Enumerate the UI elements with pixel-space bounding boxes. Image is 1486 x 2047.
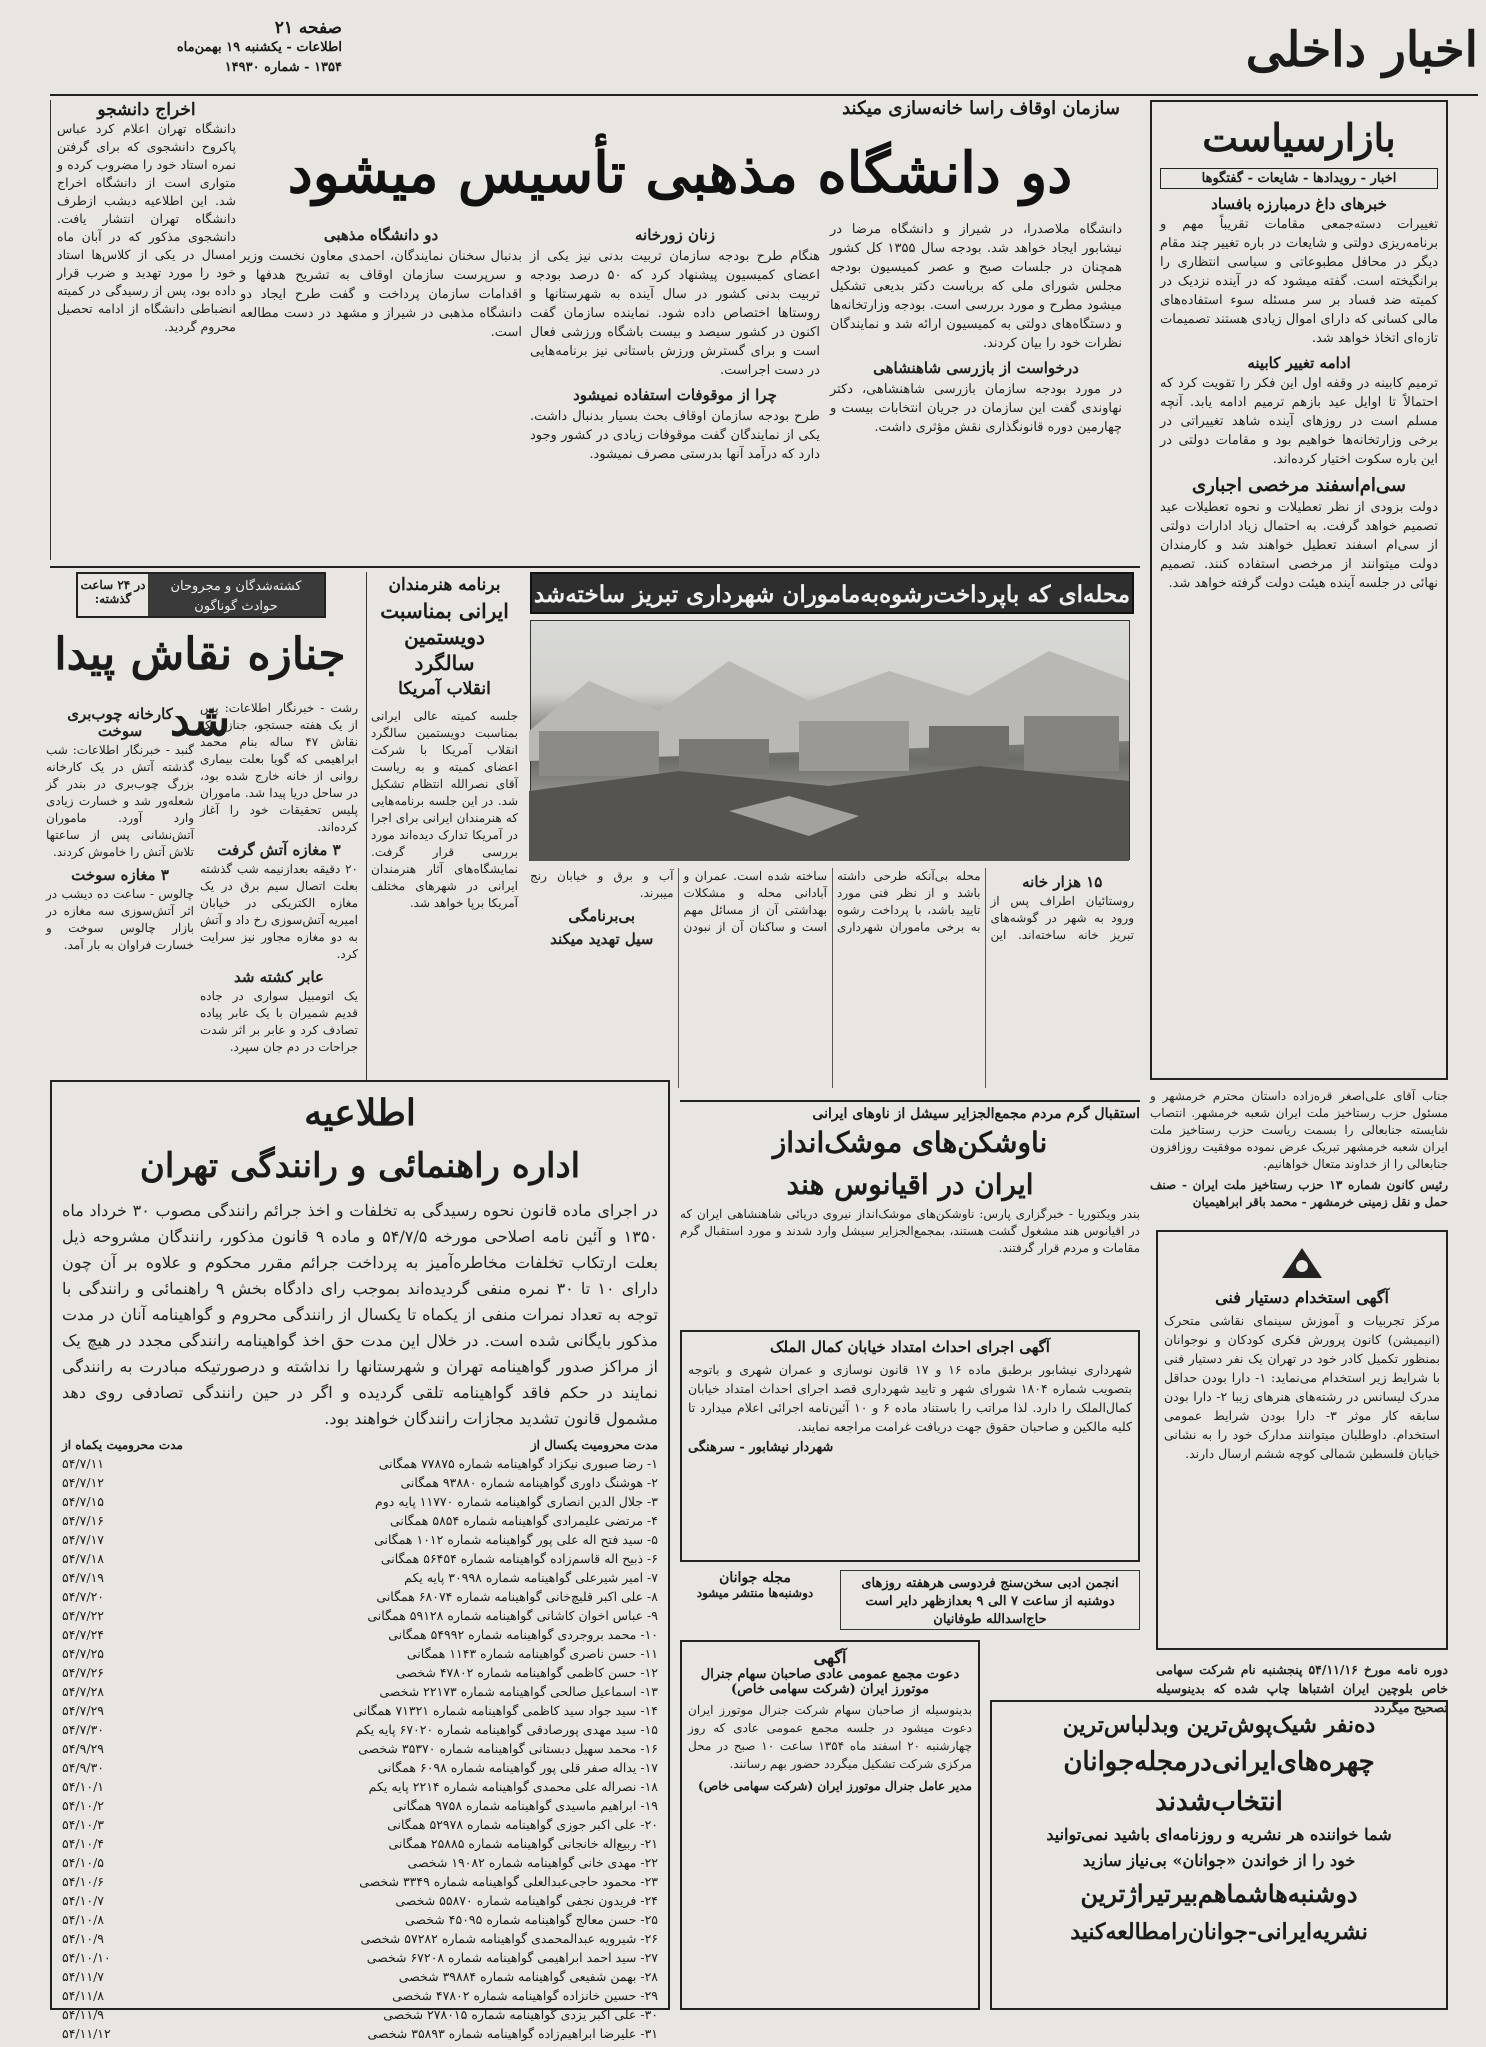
lead-sub3-text: طرح بودجه سازمان اوقاف بحث بسیار بدنبال داشت. یکی از نمایندگان گفت موقوفات زیادی در کشور وجود دارد که درآمد آنها بدرستی مصرف نمیشود. — [530, 409, 820, 462]
driver-date: ۵۴/۷/۲۶ — [62, 1665, 104, 1680]
traffic-notice — [50, 1080, 670, 2041]
driver-date: ۵۴/۷/۲۰ — [62, 1589, 104, 1604]
lead-body-col3 — [240, 220, 522, 565]
driver-row — [62, 1739, 658, 1758]
driver-row — [62, 1530, 658, 1549]
driver-name: ۷- امیر شیرعلی گواهینامه شماره ۳۰۹۹۸ پایه یکم — [404, 1570, 658, 1585]
driver-date: ۵۴/۱۱/۱۲ — [62, 2026, 111, 2041]
driver-row — [62, 1910, 658, 1929]
driver-date: ۵۴/۷/۱۷ — [62, 1532, 104, 1547]
artists-headline-4: انقلاب آمریکا — [398, 679, 491, 699]
driver-name: ۱۹- ابراهیم ماسیدی گواهینامه شماره ۹۷۵۸ همگانی — [392, 1798, 658, 1813]
driver-name: ۳۱- علیرضا ابراهیم‌زاده گواهینامه شماره ۳۵۸۹۳ شخصی — [367, 2026, 658, 2041]
driver-date: ۵۴/۱۰/۱۰ — [62, 1950, 111, 1965]
notice-title: اطلاعیه — [304, 1092, 416, 1134]
student-column-title: اخراج دانشجو — [97, 100, 196, 120]
gm-title: آگهی — [813, 1648, 847, 1667]
driver-name: ۳- جلال الدین انصاری گواهینامه شماره ۱۱۷۷۰ پایه دوم — [375, 1494, 658, 1509]
driver-name: ۲۹- حسین خانزاده گواهینامه شماره ۴۷۸۰۲ شخصی — [392, 1988, 658, 2003]
driver-date: ۵۴/۷/۱۵ — [62, 1494, 104, 1509]
lead-body-col2 — [530, 220, 820, 565]
driver-row — [62, 1815, 658, 1834]
bazar-footer — [1150, 1088, 1448, 1218]
driver-row — [62, 1549, 658, 1568]
driver-date: ۵۴/۷/۲۴ — [62, 1627, 104, 1642]
driver-row — [62, 1986, 658, 2005]
driver-row — [62, 1834, 658, 1853]
javanan-promo — [990, 1700, 1448, 2010]
driver-date: ۵۴/۱۰/۵ — [62, 1855, 104, 1870]
driver-list — [62, 1454, 658, 2043]
tabriz-photo — [530, 620, 1130, 860]
javanan-small-title: مجله جوانان — [719, 1570, 791, 1586]
driver-row — [62, 2024, 658, 2043]
bazar-box — [1150, 100, 1448, 1080]
lead-headline: دو دانشگاه مذهبی تأسیس میشود — [287, 140, 1073, 206]
bazar-sub1: خبرهای داغ درمبارزه بافساد — [1211, 195, 1387, 213]
driver-name: ۱- رضا صبوری نیکزاد گواهینامه شماره ۷۷۸۷۵ همگانی — [378, 1456, 658, 1471]
art-sub3: ۳ مغازه سوخت — [71, 866, 169, 884]
driver-date: ۵۴/۷/۲۲ — [62, 1608, 104, 1623]
art-sub4-text: یک اتومبیل سواری در جاده قدیم شمیران با یک عابر پیاده تصادف کرد و عابر بر اثر شدت جراحات در دم جان سپرد. — [200, 989, 358, 1054]
art-headline: جنازه نقاش پیدا شد — [54, 629, 346, 746]
driver-name: ۲۳- محمود حاجی‌عبدالعلی گواهینامه شماره ۳۳۴۹ شخصی — [359, 1874, 658, 1889]
driver-row — [62, 1606, 658, 1625]
lead-kicker: سازمان اوقاف راسا خانه‌سازی میکند — [842, 98, 1120, 119]
driver-name: ۱۶- محمد سهیل دبستانی گواهینامه شماره ۳۵۳۷۰ شخصی — [358, 1741, 658, 1756]
driver-date: ۵۴/۷/۲۹ — [62, 1703, 104, 1718]
lead-body-text: دانشگاه ملاصدرا، در شیراز و دانشگاه مرضا در نیشابور ایجاد خواهد شد. بودجه سال ۱۳۵۵ کل کشور همچنان در جلسات صبح و عصر کمیسیون بودجه مجلس شورای ملی که بریاست دکتر بدیعی تشکیل میشود مطرح و مورد بررسی است. بودجه وزارتخانه‌ها و دستگاه‌های دولتی به کمیسیون ارائه شد و نمایندگان نظرات خود را بیان کردند. — [830, 222, 1122, 351]
driver-name: ۱۵- سید مهدی پورصادقی گواهینامه شماره ۶۷۰۲۰ پایه یکم — [355, 1722, 658, 1737]
notice-col-head-year: مدت محرومیت یکسال از — [530, 1438, 658, 1452]
driver-row — [62, 1758, 658, 1777]
badge-incidents: حوادث گوناگون — [194, 599, 278, 614]
driver-row — [62, 1796, 658, 1815]
art-sub2-text: ۲۰ دقیقه بعدازنیمه شب گذشته بعلت اتصال سیم برق در یک مغازه الکتریکی در خیابان امیریه آتش‌سوزی رخ داد و آتش به دو مغازه مجاور نیز سرایت کرد. — [200, 862, 358, 961]
promo-line-4: شما خواننده هر نشریه و روزنامه‌ای باشید نمی‌توانید — [1046, 1825, 1392, 1844]
driver-name: ۲۴- فریدون نجفی گواهینامه شماره ۵۵۸۷۰ شخصی — [395, 1893, 658, 1908]
art-body-text: رشت - خبرنگار اطلاعات: پس از یک هفته جستجو، جنازه یک نقاش ۴۷ ساله بنام محمد ابراهیمی که گویا بعلت بیماری روانی از خانه خارج شده بود، در ساحل دریا پیدا شد. ماموران پلیس تحقیقات خود را آغاز کرده‌اند. — [200, 701, 358, 834]
hiring-ad-body: مرکز تجربیات و آموزش سینمای نقاشی متحرک (انیمیشن) کانون پرورش فکری کودکان و نوجوانان بمنظور تکمیل کادر خود در تهران یک نفر دستیار فنی با شرایط زیر استخدام می‌نماید: ۱- دارا بودن حداقل مدرک لیسانس در رشته‌های هنرهای زیبا ۲- دارا بودن سابقه کار موثر ۳- دارا بودن شرایط عمومی استخدام. داوطلبان میتوانند مدارک خود را به نشانی خیابان فلسطین شمالی کوچه ششم ارسال دارند. — [1164, 1313, 1441, 1461]
accident-badge — [76, 572, 326, 618]
badge-casualties: کشته‌شدگان و مجروحان — [170, 579, 302, 594]
driver-date: ۵۴/۷/۲۸ — [62, 1684, 104, 1699]
correction-note: دوره نامه مورخ ۵۴/۱۱/۱۶ پنجشنبه نام شرکت سهامی خاص بلوچین ایران اشتباها چاپ شده که بدینوسیله تصحیح میگردد — [1156, 1662, 1448, 1715]
javanan-small-text: دوشنبه‌ها منتشر میشود — [696, 1586, 814, 1600]
issue-date: اطلاعات - یکشنبه ۱۹ بهمن‌ماه — [176, 40, 342, 55]
driver-name: ۱۱- حسن ناصری گواهینامه شماره ۱۱۴۳ همگانی — [406, 1646, 658, 1661]
bazar-sub2: ادامه تغییر کابینه — [1247, 354, 1351, 372]
anjoman-text: انجمن ادبی سخن‌سنج فردوسی هرهفته روزهای دوشنبه از ساعت ۷ الی ۹ بعدازظهر دایر است حاج‌اسدالله طوفانیان — [861, 1576, 1119, 1627]
driver-date: ۵۴/۱۰/۱ — [62, 1779, 104, 1794]
student-column — [50, 100, 236, 560]
art-sub4: عابر کشته شد — [234, 968, 324, 986]
missiles-story — [680, 1100, 1140, 1320]
tabriz-body — [530, 868, 1134, 1088]
tabriz-sub3: سیل تهدید میکند — [550, 930, 654, 948]
page-number: صفحه ۲۱ — [274, 18, 342, 38]
anjoman-notice — [840, 1570, 1140, 1630]
driver-name: ۶- ذبیح اله قاسم‌زاده گواهینامه شماره ۵۶۴۵۴ همگانی — [380, 1551, 658, 1566]
driver-name: ۱۳- اسماعیل صالحی گواهینامه شماره ۲۲۱۷۳ شخصی — [379, 1684, 658, 1699]
driver-row — [62, 1625, 658, 1644]
driver-row — [62, 1701, 658, 1720]
notice-subtitle: اداره راهنمائی و رانندگی تهران — [139, 1146, 581, 1186]
driver-row — [62, 1720, 658, 1739]
promo-line-6: دوشنبه‌هاشماهم‌بیرتیراژترین — [1080, 1879, 1358, 1908]
art-sub3-text: چالوس - ساعت ده دیشب در اثر آتش‌سوزی سه مغازه در بازار چالوس سوخت و خسارت فراوان به بار آمد. — [46, 887, 194, 952]
tabriz-photo-scene — [529, 621, 1129, 861]
lead-body-col1 — [830, 220, 1122, 565]
artists-headline-3: دویستمین سالگرد — [404, 625, 485, 675]
driver-date: ۵۴/۱۰/۲ — [62, 1798, 104, 1813]
kamal-ad-title: آگهی اجرای احداث امتداد خیابان کمال الملک — [770, 1338, 1050, 1356]
driver-row — [62, 1777, 658, 1796]
driver-date: ۵۴/۱۰/۷ — [62, 1893, 104, 1908]
driver-name: ۱۸- نصراله علی محمدی گواهینامه شماره ۲۲۱۴ پایه یکم — [368, 1779, 658, 1794]
driver-row — [62, 1929, 658, 1948]
driver-name: ۲۰- علی اکبر جوزی گواهینامه شماره ۵۲۹۷۸ همگانی — [387, 1817, 658, 1832]
lead-subhead-2: دو دانشگاه مذهبی — [323, 226, 439, 244]
missiles-headline-1: ناوشکن‌های موشک‌انداز — [772, 1126, 1048, 1159]
tabriz-sub1: ۱۵ هزار خانه — [1022, 873, 1103, 891]
masthead-rule — [50, 94, 1478, 96]
tabriz-body-text: روستائیان اطراف پس از ورود به شهر در گوشه‌های تبریز خانه ساخته‌اند. این محله بی‌آنکه طرحی داشته باشد و از نظر فنی مورد تایید باشد، با پرداخت رشوه به برخی ماموران شهرداری ساخته شده است. عمران و آبادانی محله و مشکلات بهداشتی آن از مسائل مهم است و ساکنان آن از نبودن آب و برق و خیابان رنج میبرند. — [530, 869, 1134, 942]
art-sub1: کارخانه چوب‌بری سوخت — [67, 705, 173, 740]
driver-name: ۲۵- حسن معالج گواهینامه شماره ۴۵۰۹۵ شخصی — [404, 1912, 658, 1927]
driver-name: ۱۰- محمد بروجردی گواهینامه شماره ۵۴۹۹۲ همگانی — [388, 1627, 658, 1642]
issue-number: ۱۳۵۴ - شماره ۱۴۹۳۰ — [224, 60, 342, 75]
driver-date: ۵۴/۱۰/۹ — [62, 1931, 104, 1946]
kamal-ad-sign: شهردار نیشابور - سرهنگی — [688, 1440, 834, 1455]
driver-name: ۲۸- بهمن شفیعی گواهینامه شماره ۳۹۸۸۴ شخصی — [398, 1969, 658, 1984]
driver-date: ۵۴/۷/۱۸ — [62, 1551, 104, 1566]
mid-rule — [50, 566, 1140, 568]
tabriz-headline: محله‌ای که باپرداخت‌رشوه‌به‌ماموران شهرداری تبریز ساخته‌شد — [530, 572, 1134, 614]
driver-date: ۵۴/۷/۱۲ — [62, 1475, 104, 1490]
missiles-body: بندر ویکتوریا - خبرگزاری پارس: ناوشکن‌های موشک‌انداز نیروی دریائی شاهنشاهی ایران که در اقیانوس هند مشغول گشت هستند، بمجمع‌الجزایر سیشل وارد شدند و مورد استقبال گرم مقامات و مردم قرار گرفتند. — [680, 1207, 1140, 1255]
student-column-body: دانشگاه تهران اعلام کرد عباس پاکروح دانشجوی که برای گرفتن نمره استاد خود را مضروب کرده و متواری است از دانشگاه اخراج شد. این اطلاعیه دیشب ازطرف دانشگاه تهران انتشار یافت. دانشجوی مذکور که در آبان ماه امسال در یکی از کلاس‌ها استاد خود را مورد تهدید و ضرب قرار داده بود، پس از رسیدگی در کمیته انضباطی دانشگاه از ادامه تحصیل محروم گردید. — [57, 121, 236, 334]
gm-subtitle: دعوت مجمع عمومی عادی صاحبان سهام جنرال موتورز ایران (شرکت سهامی خاص) — [700, 1667, 960, 1697]
bazar-sub1-body: تغییرات دسته‌جمعی مقامات تقریباً مهم و برنامه‌ریزی دولتی و شایعات در باره تغییر چند مقام دیگر در محافل مطبوعاتی و سیاسی انتظاری را برانگیخته است. گفته میشود که در آینده نزدیک در کمیته ضد فساد بر سر مسئله سوء استفاده‌های مالی کسانی که دارای اموال زیادی هستند تصمیمات تازه‌ای اتخاذ خواهد شد. — [1160, 217, 1438, 346]
driver-name: ۹- عباس اخوان کاشانی گواهینامه شماره ۵۹۱۲۸ همگانی — [367, 1608, 658, 1623]
notice-col-head-month: مدت محرومیت یکماه از — [62, 1438, 183, 1452]
driver-date: ۵۴/۹/۳۰ — [62, 1760, 104, 1775]
driver-row — [62, 1663, 658, 1682]
driver-row — [62, 1891, 658, 1910]
driver-date: ۵۴/۱۱/۷ — [62, 1969, 104, 1984]
driver-name: ۲۶- شیرویه عبدالمحمدی گواهینامه شماره ۵۷۲۸۲ شخصی — [360, 1931, 658, 1946]
driver-name: ۲۲- مهدی خانی گواهینامه شماره ۱۹۰۸۲ شخصی — [407, 1855, 658, 1870]
missiles-headline-2: ایران در اقیانوس هند — [786, 1168, 1034, 1201]
driver-row — [62, 1511, 658, 1530]
bazar-tagline: اخبار - رویدادها - شایعات - گفتگوها — [1160, 168, 1438, 189]
artists-headline-2: ایرانی بمناسبت — [380, 599, 509, 623]
artists-story — [366, 572, 522, 1082]
driver-name: ۲- هوشنگ داوری گواهینامه شماره ۹۳۸۸۰ همگانی — [400, 1475, 658, 1490]
kanoon-logo-icon — [1272, 1238, 1332, 1288]
driver-name: ۱۴- سید جواد سید کاظمی گواهینامه شماره ۷۱۳۲۱ همگانی — [353, 1703, 658, 1718]
hiring-ad — [1156, 1230, 1448, 1650]
promo-line-2: چهره‌های‌ایرانی‌درمجله‌جوانان — [1063, 1747, 1375, 1777]
lead-subhead-4: درخواست از بازرسی شاهنشاهی — [873, 359, 1079, 377]
tabriz-sub2: بی‌برنامگی — [568, 907, 636, 925]
lead-sub4-text: در مورد بودجه سازمان بازرسی شاهنشاهی، دکتر نهاوندی گفت این سازمان در جریان انتخابات بیست و چهارمین دوره قانونگذاری نقش مؤثری داشت. — [830, 382, 1122, 435]
accident-badge-label-left — [148, 574, 324, 616]
driver-date: ۵۴/۷/۱۱ — [62, 1456, 104, 1471]
driver-row — [62, 1948, 658, 1967]
driver-date: ۵۴/۱۱/۹ — [62, 2007, 104, 2022]
bazar-sub3: سی‌ام‌اسفند مرخصی اجباری — [1192, 475, 1406, 496]
driver-row — [62, 2005, 658, 2024]
bazar-sub2-body: ترمیم کابینه در وقفه اول این فکر را تقویت کرد که احتمالاً تا اوایل عید بازهم ترمیم ادامه یابد. آنچه مسلم است در روزهای آینده شاهد تغییراتی در برخی وزارتخانه‌ها خواهیم بود و مقامات دولتی در این باره سکوت اختیار کرده‌اند. — [1160, 376, 1438, 467]
driver-row — [62, 1473, 658, 1492]
gm-body: بدینوسیله از صاحبان سهام شرکت جنرال موتورز ایران دعوت میشود در جلسه مجمع عمومی عادی که روز چهارشنبه ۲۰ اسفند ماه ۱۳۵۴ ساعت ۱۰ صبح در محل مرکزی شرکت تشکیل میگردد حضور بهم رسانند. — [688, 1703, 972, 1771]
driver-row — [62, 1967, 658, 1986]
art-sub1-text: گنبد - خبرنگار اطلاعات: شب گذشته آتش در یک کارخانه بزرگ چوب‌بری در بندر گز شعله‌ور شد و خسارت زیادی وارد آورد. ماموران آتش‌نشانی پس از ساعتها تلاش آتش را خاموش کردند. — [46, 743, 194, 859]
driver-date: ۵۴/۷/۲۵ — [62, 1646, 104, 1661]
driver-name: ۳۰- علی اکبر یزدی گواهینامه شماره ۲۷۸۰۱۵ شخصی — [383, 2007, 658, 2022]
art-body-col1 — [200, 700, 358, 1080]
lead-subhead-1: زنان زورخانه — [634, 226, 716, 244]
artists-headline — [371, 572, 518, 702]
artists-body: جلسه کمیته عالی ایرانی بمناسبت دویستمین سالگرد انقلاب آمریکا با شرکت اعضای کمیته و به ریاست آقای نصرالله انتظام تشکیل شد. در این جلسه برنامه‌هایی که هنرمندان ایرانی برای اجرا در آمریکا تدارک دیده‌اند مورد بررسی قرار گرفت. نمایشگاه‌های آثار هنرمندان ایرانی در شهرهای مختلف آمریکا برپا خواهد شد. — [371, 709, 518, 910]
driver-row — [62, 1872, 658, 1891]
general-meeting-ad — [680, 1640, 980, 2010]
artists-headline-1: برنامه هنرمندان — [388, 575, 501, 595]
missiles-kicker: استقبال گرم مردم مجمع‌الجزایر سیشل از ناوهای ایرانی — [812, 1106, 1140, 1122]
promo-line-7: نشریه‌ایرانی-جوانان‌رامطالعه‌کنید — [1070, 1919, 1368, 1945]
driver-name: ۲۷- سید احمد ابراهیمی گواهینامه شماره ۶۷۲۰۸ شخصی — [366, 1950, 658, 1965]
driver-name: ۱۲- حسن کاظمی گواهینامه شماره ۴۷۸۰۲ شخصی — [396, 1665, 658, 1680]
gm-sign: مدیر عامل جنرال موتورز ایران (شرکت سهامی خاص) — [698, 1779, 972, 1793]
promo-line-5: خود را از خواندن «جوانان» بی‌نیاز سازید — [1082, 1851, 1356, 1870]
driver-date: ۵۴/۷/۱۶ — [62, 1513, 104, 1528]
driver-row — [62, 1568, 658, 1587]
lead-subhead-3: چرا از موقوفات استفاده نمیشود — [573, 386, 777, 404]
issue-info — [92, 18, 342, 82]
driver-date: ۵۴/۱۰/۴ — [62, 1836, 104, 1851]
javanan-small — [680, 1570, 830, 1630]
driver-date: ۵۴/۷/۱۹ — [62, 1570, 104, 1585]
driver-date: ۵۴/۱۰/۶ — [62, 1874, 104, 1889]
driver-date: ۵۴/۱۱/۸ — [62, 1988, 104, 2003]
driver-date: ۵۴/۹/۲۹ — [62, 1741, 104, 1756]
driver-name: ۵- سید فتح اله علی پور گواهینامه شماره ۱۰۱۲ همگانی — [374, 1532, 658, 1547]
driver-name: ۱۷- یداله صفر قلی پور گواهینامه شماره ۶۰۹۸ همگانی — [377, 1760, 658, 1775]
driver-name: ۲۱- ربیع‌اله خانجانی گواهینامه شماره ۲۵۸۸۵ همگانی — [388, 1836, 658, 1851]
driver-row — [62, 1682, 658, 1701]
driver-row — [62, 1454, 658, 1473]
notice-column-heads — [62, 1438, 658, 1452]
bazar-sub3-body: دولت بزودی از نظر تعطیلات و نحوه تعطیلات عید تصمیم خواهد گرفت. به احتمال زیاد ادارات دولتی از سی‌ام اسفند تعطیل خواهند شد و کارمندان دولت میتوانند از مرخصی استفاده کنند. تصمیم نهائی در جلسه آینده هیئت دولت گرفته خواهد شد. — [1160, 500, 1438, 591]
promo-line-3: انتخاب‌شدند — [1155, 1787, 1283, 1817]
bazar-title: بازارسیاست — [1202, 115, 1396, 160]
section-title: اخبار داخلی — [1245, 22, 1478, 78]
driver-row — [62, 1853, 658, 1872]
art-sub2: ۳ مغازه آتش گرفت — [217, 841, 341, 859]
driver-row — [62, 1644, 658, 1663]
kamal-ad-body: شهرداری نیشابور برطبق ماده ۱۶ و ۱۷ قانون نوسازی و عمران شهری و باتوجه بتصویب شماره ۱۸۰۴ شورای شهر و تایید شهرداری قصد اجرای احداث امتداد خیابان کمال‌الملک را دارد. لذا مراتب را باستناد ماده ۶ و ۱۰ آئین‌نامه اجرائی اعلام میدارد تا کلیه مالکین و صاحبان حقوق جهت دریافت غرامت مراجعه نمایند. — [688, 1362, 1132, 1434]
driver-row — [62, 1492, 658, 1511]
driver-date: ۵۴/۱۰/۳ — [62, 1817, 104, 1832]
hiring-ad-title: آگهی استخدام دستیار فنی — [1215, 1288, 1389, 1307]
notice-intro: در اجرای ماده قانون نحوه رسیدگی به تخلفات و اخذ جرائم رانندگی مصوب ۳۰ خرداد ماه ۱۳۵۰ و آئین نامه اصلاحی مورخه ۵۴/۷/۵ و ماده ۹ قانون مذکور، رانندگان مشروحه ذیل بعلت ارتکاب تخلفات مخاطره‌آمیز به پرداخت جرائم مقرر محکوم و علاوه بر آن چون دارای ۱۰ تا ۳۰ نمره منفی گردیده‌اند بموجب رای دادگاه بخش ۹ راهنمائی و رانندگی با توجه به تعداد نمرات منفی از یکماه تا یکسال از رانندگی محروم و گواهینامه آنان در مدت مذکور بایگانی شده است. در خلال این مدت حق اخذ گواهینامه رانندگی مجدد در هیچ یک از مراکز صدور گواهینامه تهران و شهرستانها را نداشته و درصورتیکه مبادرت به رانندگی نمایند در حکم فاقد گواهینامه تلقی گردیده و اگر در حین رانندگی تصادفی روی دهد مشمول قانون تشدید مجازات رانندگان خواهند بود. — [62, 1201, 659, 1428]
accident-badge-label-right: در ۲۴ ساعت گذشته: — [80, 578, 146, 606]
bazar-footer-text: جناب آقای علی‌اصغر قره‌زاده داستان محترم خرمشهر و مسئول حزب رستاخیز ملت ایران شعبه خرمشهر. انتصاب شایسته جنابعالی را بسمت ریاست حزب رستاخیز ملت ایران شعبه خرمشهر تبریک عرض نموده موفقیت روزافزون جنابعالی را از خداوند متعال خواهانیم. — [1150, 1089, 1448, 1171]
kamal-ad — [680, 1330, 1140, 1562]
promo-line-1: ده‌نفر شیک‌پوش‌ترین وبدلباس‌ترین — [1062, 1712, 1376, 1738]
driver-name: ۴- مرتضی علیمرادی گواهینامه شماره ۵۸۵۴ همگانی — [389, 1513, 658, 1528]
lead-sub1-text: هنگام طرح بودجه سازمان تربیت بدنی نیز یکی از اعضای کمیسیون پیشنهاد کرد که ۵۰ درصد بودجه تربیت بدنی کشور در سال آینده به شهرستانها و روستاها اختصاص داده شود. نماینده سازمان گفت اکنون در کشور سیصد و بیست باشگاه ورزشی فعال است و برای گسترش ورزش باستانی نیز برنامه‌هایی در دست اجراست. — [530, 249, 821, 378]
driver-name: ۸- علی اکبر قلیچ‌خانی گواهینامه شماره ۶۸۰۷۴ همگانی — [376, 1589, 658, 1604]
lead-sub2-text: بدنبال سخنان نمایندگان، احمدی معاون نخست وزیر و سرپرست سازمان اوقاف به تشریح هدفها و اقدامات سازمان پرداخت و گفت طرح ایجاد دو دانشگاه مذهبی در شیراز و مشهد در دست مطالعه است. — [240, 249, 522, 340]
driver-row — [62, 1587, 658, 1606]
driver-date: ۵۴/۷/۳۰ — [62, 1722, 104, 1737]
art-body-col2 — [46, 700, 194, 1080]
bazar-footer-sign: رئیس کانون شماره ۱۳ حزب رستاخیز ملت ایران - صنف حمل و نقل زمینی خرمشهر - محمد باقر ابراهیمیان — [1150, 1178, 1448, 1209]
driver-date: ۵۴/۱۰/۸ — [62, 1912, 104, 1927]
